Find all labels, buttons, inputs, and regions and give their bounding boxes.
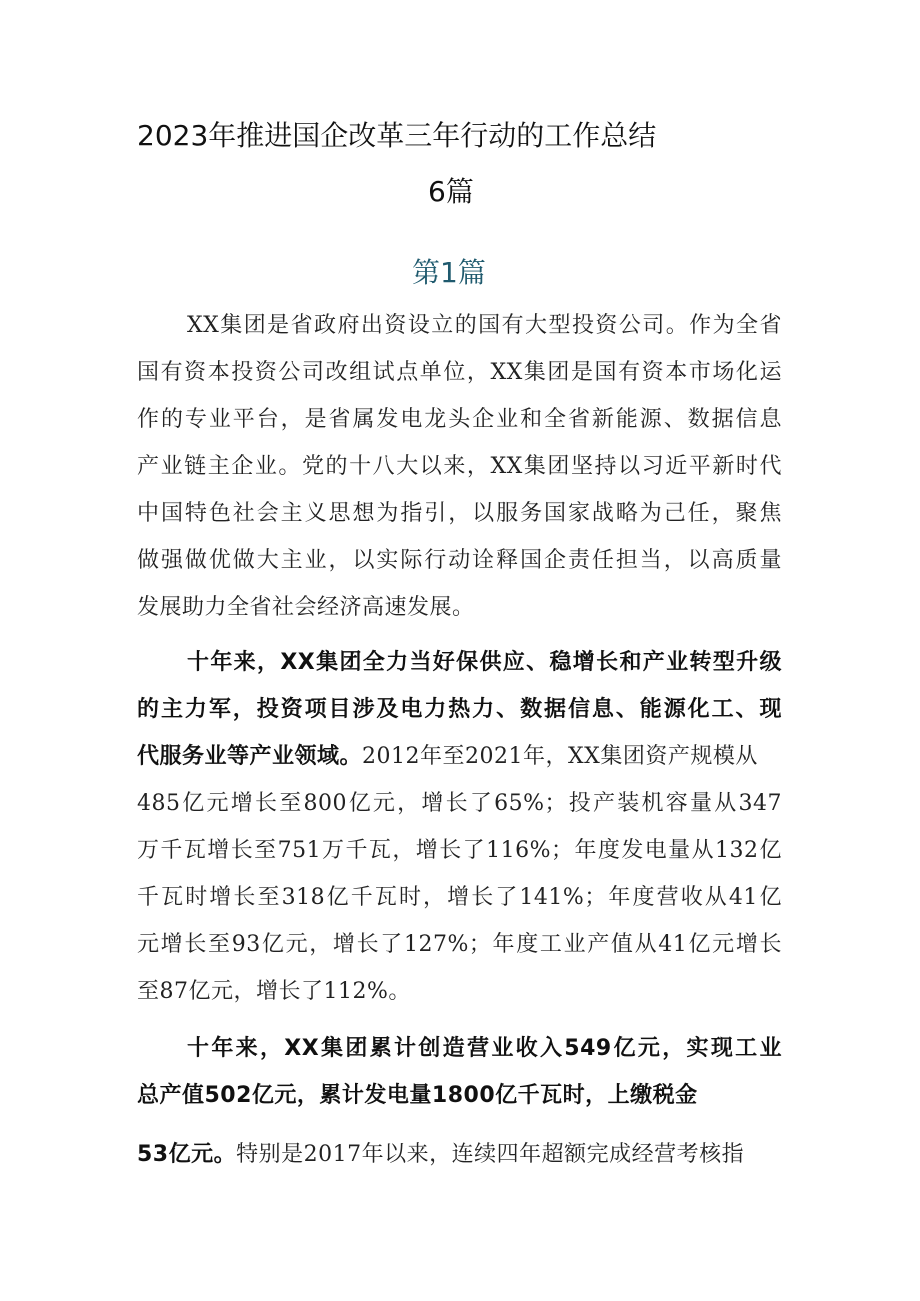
bold-lead-in: 代服务业等产业领域。 bbox=[137, 744, 363, 769]
paragraph-line-mixed bbox=[137, 742, 782, 772]
paragraph-line: 元增长至93亿元，增长了127%；年度工业产值从41亿元增长 bbox=[137, 932, 782, 957]
paragraph-line-mixed bbox=[137, 1140, 782, 1170]
line-continuation: 特别是2017年以来，连续四年超额完成经营考核指 bbox=[236, 1142, 745, 1167]
section-heading: 第1篇 bbox=[412, 256, 486, 289]
paragraph-line: 产业链主企业。党的十八大以来，XX集团坚持以习近平新时代 bbox=[137, 454, 782, 479]
paragraph-line: 至87亿元，增长了112%。 bbox=[137, 979, 411, 1004]
paragraph-line: 发展助力全省社会经济高速发展。 bbox=[137, 595, 475, 620]
paragraph-line-bold: 的主力军，投资项目涉及电力热力、数据信息、能源化工、现 bbox=[137, 697, 782, 722]
paragraph-line: XX集团是省政府出资设立的国有大型投资公司。作为全省 bbox=[187, 313, 782, 338]
paragraph-line-bold: 总产值502亿元，累计发电量1800亿千瓦时，上缴税金 bbox=[137, 1083, 698, 1108]
paragraph-line-bold: 十年来，XX集团全力当好保供应、稳增长和产业转型升级 bbox=[187, 650, 782, 675]
document-title-continuation: 6篇 bbox=[428, 175, 474, 208]
document-title: 2023年推进国企改革三年行动的工作总结 bbox=[137, 119, 657, 152]
paragraph-line: 中国特色社会主义思想为指引，以服务国家战略为己任，聚焦 bbox=[137, 501, 782, 526]
paragraph-line: 做强做优做大主业，以实际行动诠释国企责任担当，以高质量 bbox=[137, 548, 782, 573]
paragraph-line: 千瓦时增长至318亿千瓦时，增长了141%；年度营收从41亿 bbox=[137, 885, 782, 910]
paragraph-line: 485亿元增长至800亿元，增长了65%；投产装机容量从347 bbox=[137, 791, 782, 816]
paragraph-line: 国有资本投资公司改组试点单位，XX集团是国有资本市场化运 bbox=[137, 360, 782, 385]
line-continuation: 2012年至2021年，XX集团资产规模从 bbox=[362, 744, 758, 769]
bold-lead-in: 53亿元。 bbox=[137, 1142, 237, 1167]
paragraph-line-bold: 十年来，XX集团累计创造营业收入549亿元，实现工业 bbox=[187, 1036, 782, 1061]
paragraph-line: 作的专业平台，是省属发电龙头企业和全省新能源、数据信息 bbox=[137, 407, 782, 432]
paragraph-line: 万千瓦增长至751万千瓦，增长了116%；年度发电量从132亿 bbox=[137, 838, 782, 863]
